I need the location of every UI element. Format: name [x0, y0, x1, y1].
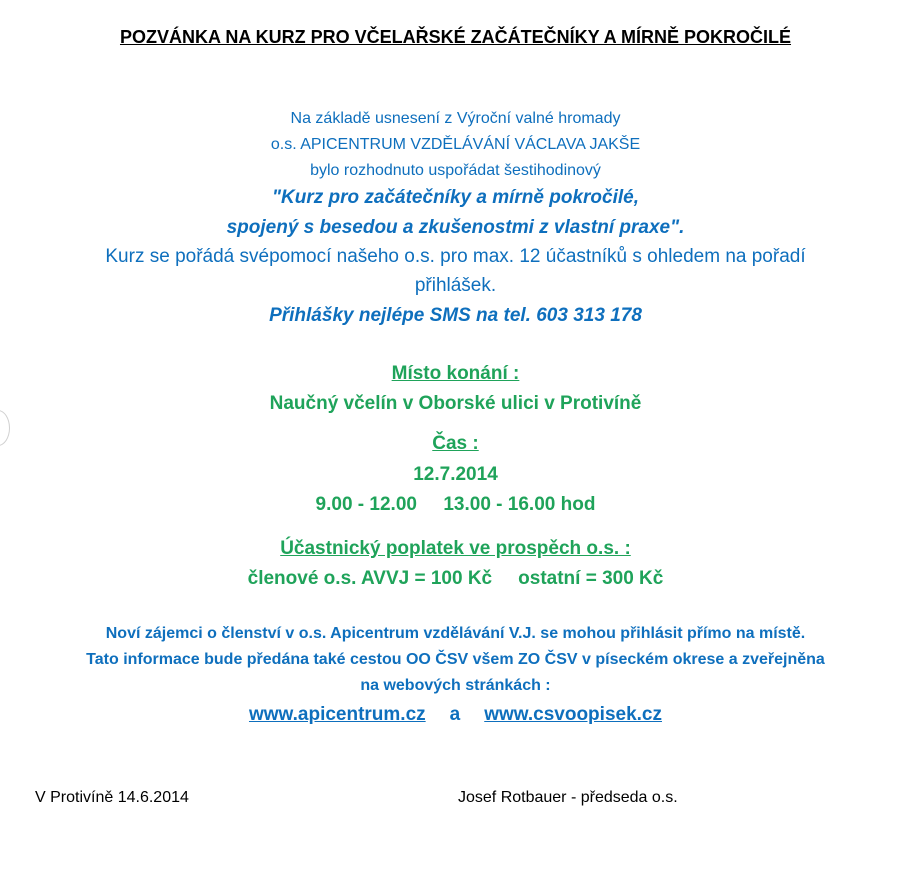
intro-line-3: bylo rozhodnuto uspořádat šestihodinový — [310, 162, 601, 179]
intro-line-1: Na základě usnesení z Výroční valné hromady — [290, 110, 621, 127]
course-name-line-2: spojený s besedou a zkušenostmi z vlastní praxe". — [226, 217, 685, 238]
registration-note: Přihlášky nejlépe SMS na tel. 603 313 178 — [269, 305, 642, 326]
page-title: POZVÁNKA NA KURZ PRO VČELAŘSKÉ ZAČÁTEČNÍKY A MÍRNĚ POKROČILÉ — [119, 27, 792, 47]
intro-line-2: o.s. APICENTRUM VZDĚLÁVÁNÍ VÁCLAVA JAKŠE — [270, 136, 641, 153]
time-date: 12.7.2014 — [413, 464, 498, 485]
fee-values — [0, 568, 911, 590]
time-heading: Čas : — [432, 433, 479, 454]
fee-heading: Účastnický poplatek ve prospěch o.s. : — [280, 538, 631, 559]
fee-others: ostatní = 300 Kč — [518, 568, 664, 589]
time-hours: 9.00 - 12.00 13.00 - 16.00 hod — [315, 494, 596, 515]
capacity-line-1: Kurz se pořádá svépomocí našeho o.s. pro max. 12 účastníků s ohledem na pořadí — [105, 246, 806, 267]
notice-line-3: na webových stránkách : — [360, 677, 551, 694]
link-apicentrum[interactable]: www.apicentrum.cz — [248, 704, 426, 725]
footer-place-date: V Protivíně 14.6.2014 — [35, 789, 189, 806]
venue-value: Naučný včelín v Oborské ulici v Protivíně — [269, 393, 642, 414]
notice-line-2: Tato informace bude předána také cestou OO ČSV všem ZO ČSV v píseckém okrese a zveřejněna — [86, 651, 825, 668]
notice-line-1: Noví zájemci o členství v o.s. Apicentrum vzdělávání V.J. se mohou přihlásit přímo na místě. — [105, 625, 806, 642]
venue-heading: Místo konání : — [391, 363, 520, 384]
capacity-line-2: přihlášek. — [414, 275, 497, 296]
course-name-line-1: "Kurz pro začátečníky a mírně pokročilé, — [272, 187, 639, 208]
link-csvoopisek[interactable]: www.csvoopisek.cz — [484, 704, 662, 725]
footer-signature: Josef Rotbauer - předseda o.s. — [458, 789, 678, 806]
fee-members: členové o.s. AVVJ = 100 Kč — [247, 568, 493, 589]
links-row — [0, 704, 911, 726]
links-separator: a — [449, 704, 461, 725]
